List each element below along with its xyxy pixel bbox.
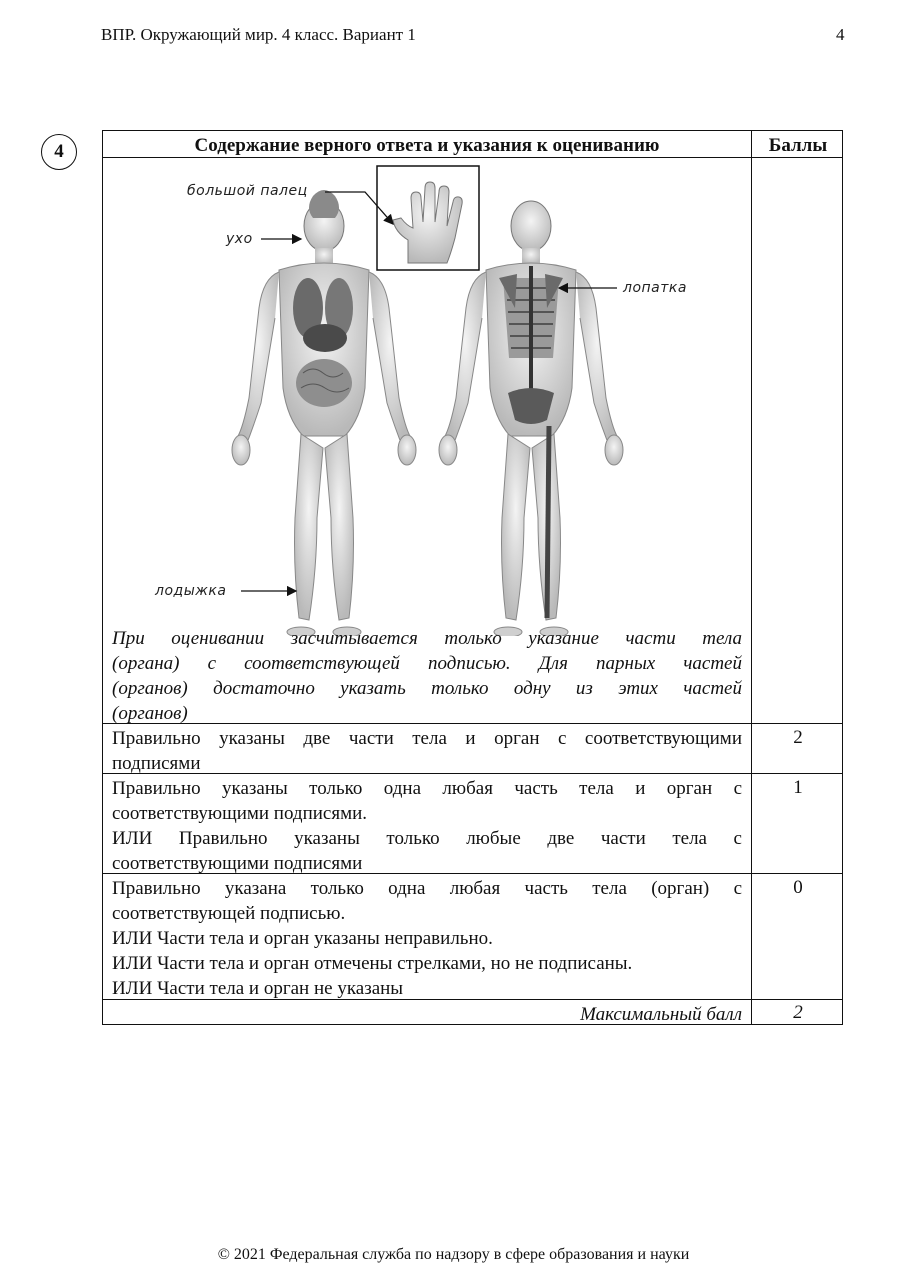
document-header-title: ВПР. Окружающий мир. 4 класс. Вариант 1 — [101, 25, 416, 44]
column-header-content: Содержание верного ответа и указания к оцениванию — [194, 135, 660, 156]
criterion-row-1 — [112, 776, 742, 876]
points-value: 2 — [793, 727, 803, 748]
criterion-line: соответствующей подписью. — [112, 903, 346, 924]
label-ankle: лодыжка — [155, 583, 227, 599]
label-ear: ухо — [226, 231, 253, 247]
criterion-line: ИЛИ Правильно указаны только любые две части тела с — [112, 828, 742, 849]
points-value: 0 — [793, 877, 803, 898]
criterion-line: ИЛИ Части тела и орган указаны неправильно. — [112, 928, 493, 949]
note-line: (органа) с соответствующей подписью. Для парных частей — [112, 653, 742, 674]
label-shoulder-blade: лопатка — [623, 280, 687, 296]
criterion-line: подписями — [112, 753, 201, 774]
criterion-line: соответствующими подписями. — [112, 803, 368, 824]
grading-table — [102, 130, 843, 1025]
task-number-badge: 4 — [41, 134, 77, 170]
note-line: При оценивании засчитывается только указание части тела — [112, 628, 742, 649]
criterion-line: Правильно указана только одна любая часть тела (орган) с — [112, 878, 742, 899]
criterion-row-0 — [112, 876, 742, 1001]
grading-note — [112, 626, 742, 726]
hand-inset — [377, 166, 479, 270]
max-score-label: Максимальный балл — [580, 1004, 742, 1025]
points-value: 1 — [793, 777, 803, 798]
human-body-figure — [103, 158, 751, 636]
criterion-line: ИЛИ Части тела и орган отмечены стрелками, но не подписаны. — [112, 953, 633, 974]
criterion-line: соответствующими подписями — [112, 853, 363, 874]
criterion-line: ИЛИ Части тела и орган не указаны — [112, 978, 404, 999]
note-line: (органов) — [112, 703, 188, 724]
label-thumb: большой палец — [187, 183, 308, 199]
page-number: 4 — [836, 25, 845, 44]
criterion-line: Правильно указаны только одна любая часть тела и орган с — [112, 778, 742, 799]
criterion-row-2 — [112, 726, 742, 776]
note-line: (органов) достаточно указать только одну из этих частей — [112, 678, 742, 699]
max-score-value: 2 — [793, 1002, 803, 1023]
criterion-line: Правильно указаны две части тела и орган с соответствующими — [112, 728, 742, 749]
column-header-points: Баллы — [768, 135, 828, 156]
page-footer: © 2021 Федеральная служба по надзору в сфере образования и науки — [217, 1246, 690, 1263]
